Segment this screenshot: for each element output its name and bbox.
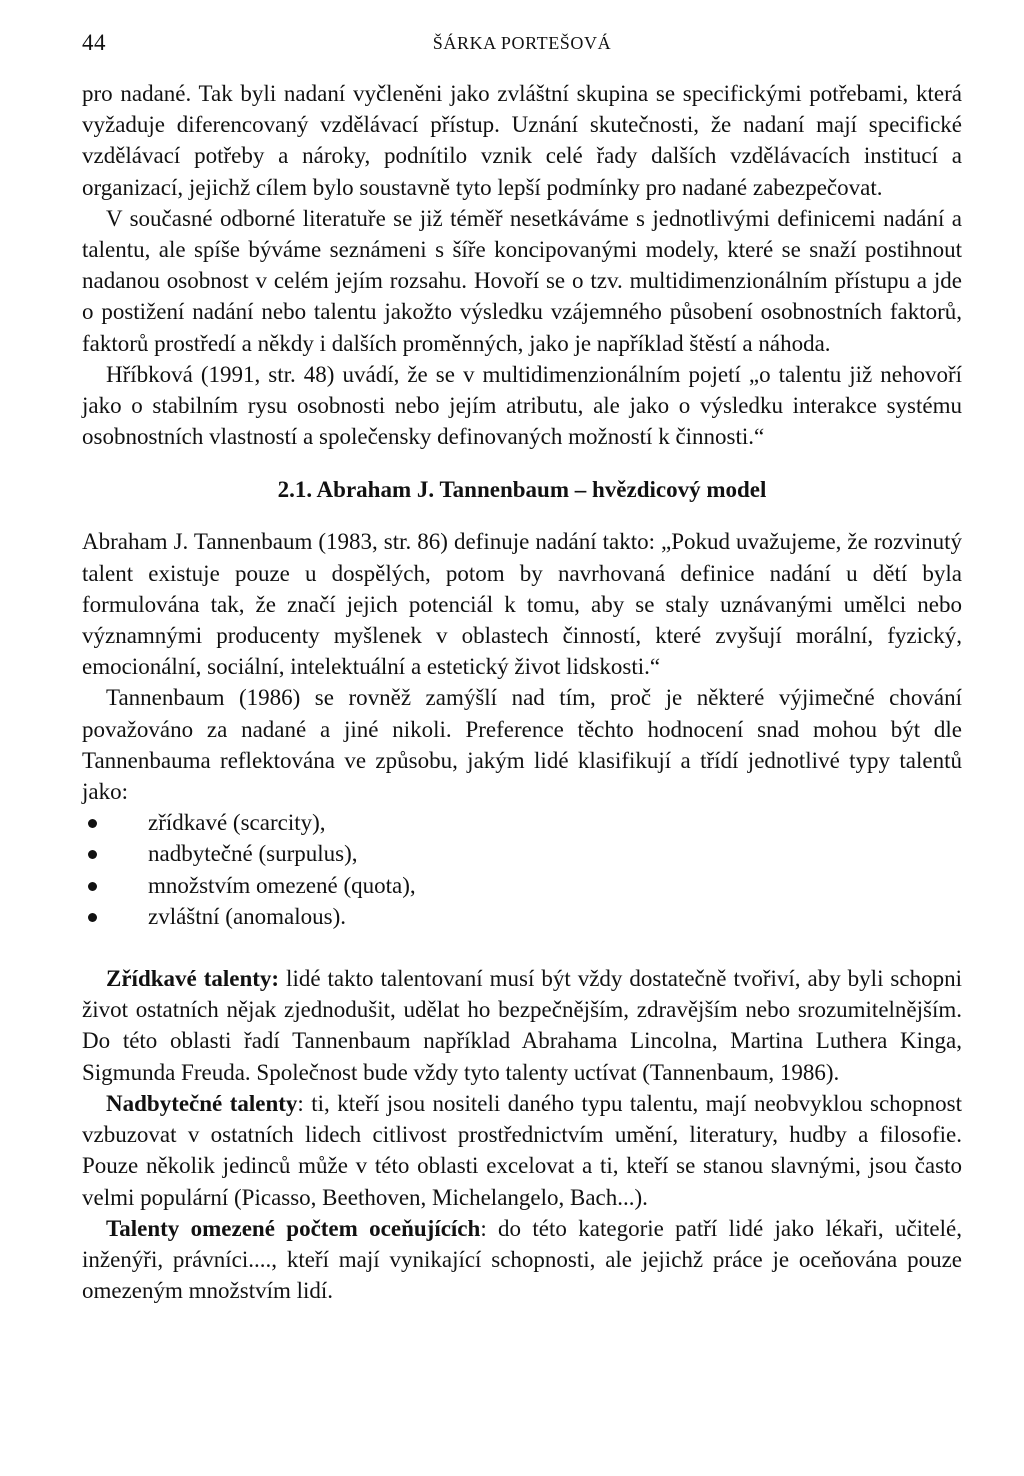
book-page [82,0,962,1476]
text-quota-talents: : do této kategorie patří lidé jako lékaři, učitelé, inženýři, právníci...., kteří mají vynikající schopnosti, ale jejichž práce je oceňována pouze omezeným množstvím lidí. [82,1215,962,1304]
paragraph-surplus-talents [82,1088,962,1213]
list-item-text: množstvím omezené (quota), [148,872,416,898]
list-item [82,838,962,869]
list-item [82,807,962,838]
paragraph-tannenbaum-classification: Tannenbaum (1986) se rovněž zamýšlí nad tím, proč je některé výjimečné chování považováno za nadané a jiné nikoli. Preference těchto hodnocení snad mohou být dle Tannenbauma reflektována ve způsobu, jakým lidé klasifikují a třídí jednotlivé typy talentů jako: [82,685,962,805]
paragraph-hribkova-quote: Hříbková (1991, str. 48) uvádí, že se v multidimenzionálním pojetí „o talentu již nehovoří jako o stabilním rysu osobnosti nebo jejím atributu, ale jako o výsledku interakce systému osobnostních vlastností a společensky definovaných možností k činnosti.“ [82,361,962,450]
bullet-icon [88,819,97,828]
list-item [82,870,962,901]
page-body [82,78,962,1306]
paragraph-multidimensional: V současné odborné literatuře se již téměř nesetkáváme s jednotlivými definicemi nadání a talentu, ale spíše býváme seznámeni s šíře koncipovanými modely, které se snaží postihnout nadanou osobnost v celém jejím rozsahu. Hovoří se o tzv. multidimenzionálním přístupu a jde o postižení nadání nebo talentu jakožto výsledku vzájemného působení osobnostních faktorů, faktorů prostředí a někdy i dalších proměnných, jako je například štěstí a náhoda. [82,205,962,356]
bullet-icon [88,913,97,922]
term-scarce-talents: Zřídkavé talenty: [106,966,280,992]
section-heading: 2.1. Abraham J. Tannenbaum – hvězdicový model [277,477,767,503]
term-quota-talents: Talenty omezené počtem oceňujících [106,1215,481,1241]
page-header [82,30,962,60]
bullet-icon [88,850,97,859]
list-item [82,901,962,932]
bullet-icon [88,882,97,891]
list-item-text: nadbytečné (surpulus), [148,841,358,867]
spacer [82,932,962,963]
page-number: 44 [82,30,106,55]
talent-types-list [82,807,962,932]
paragraph-gifted-groups: pro nadané. Tak byli nadaní vyčleněni jako zvláštní skupina se specifickými potřebami, která vyžaduje diferencovaný vzdělávací přístup. Uznání skutečnosti, že nadaní mají specifické vzdělávací potřeby a nároky, podnítilo vznik celé řady dalších vzdělávacích institucí a organizací, jejichž cílem bylo soustavně tyto lepší podmínky pro nadané zabezpečovat. [82,81,962,200]
paragraph-scarce-talents [82,963,962,1088]
list-item-text: zřídkavé (scarcity), [148,810,326,836]
paragraph-quota-talents [82,1213,962,1307]
term-surplus-talents: Nadbytečné talenty [106,1090,298,1116]
paragraph-tannenbaum-definition: Abraham J. Tannenbaum (1983, str. 86) definuje nadání takto: „Pokud uvažujeme, že rozvinutý talent existuje pouze u dospělých, potom by navrhovaná definice nadání u dětí byla formulována tak, že značí jejich potenciál k tomu, aby se staly uznávanými umělci nebo významnými producenty myšlenek v oblastech činností, které zvyšují morální, fyzický, emocionální, sociální, intelektuální a estetický život lidskosti.“ [82,529,962,680]
text-scarce-talents: lidé takto talentovaní musí být vždy dostatečně tvořiví, aby byli schopni život ostatních nějak zjednodušit, udělat ho bezpečnějším, zdravějším nebo srozumitelnějším. Do této oblasti řadí Tannenbaum například Abrahama Lincolna, Martina Luthera Kinga, Sigmunda Freuda. Společnost bude vždy tyto talenty uctívat (Tannenbaum, 1986). [82,966,962,1085]
list-item-text: zvláštní (anomalous). [148,903,347,929]
running-title: ŠÁRKA PORTEŠOVÁ [432,33,612,53]
text-surplus-talents: : ti, kteří jsou nositeli daného typu talentu, mají neobvyklou schopnost vzbuzovat v ostatních lidech citlivost prostřednictvím umění, literatury, hudby a filosofie. Pouze několik jedinců může v této oblasti excelovat a ti, kteří se stanou slavnými, jsou často velmi populární (Picasso, Beethoven, Michelangelo, Bach...). [82,1090,962,1210]
